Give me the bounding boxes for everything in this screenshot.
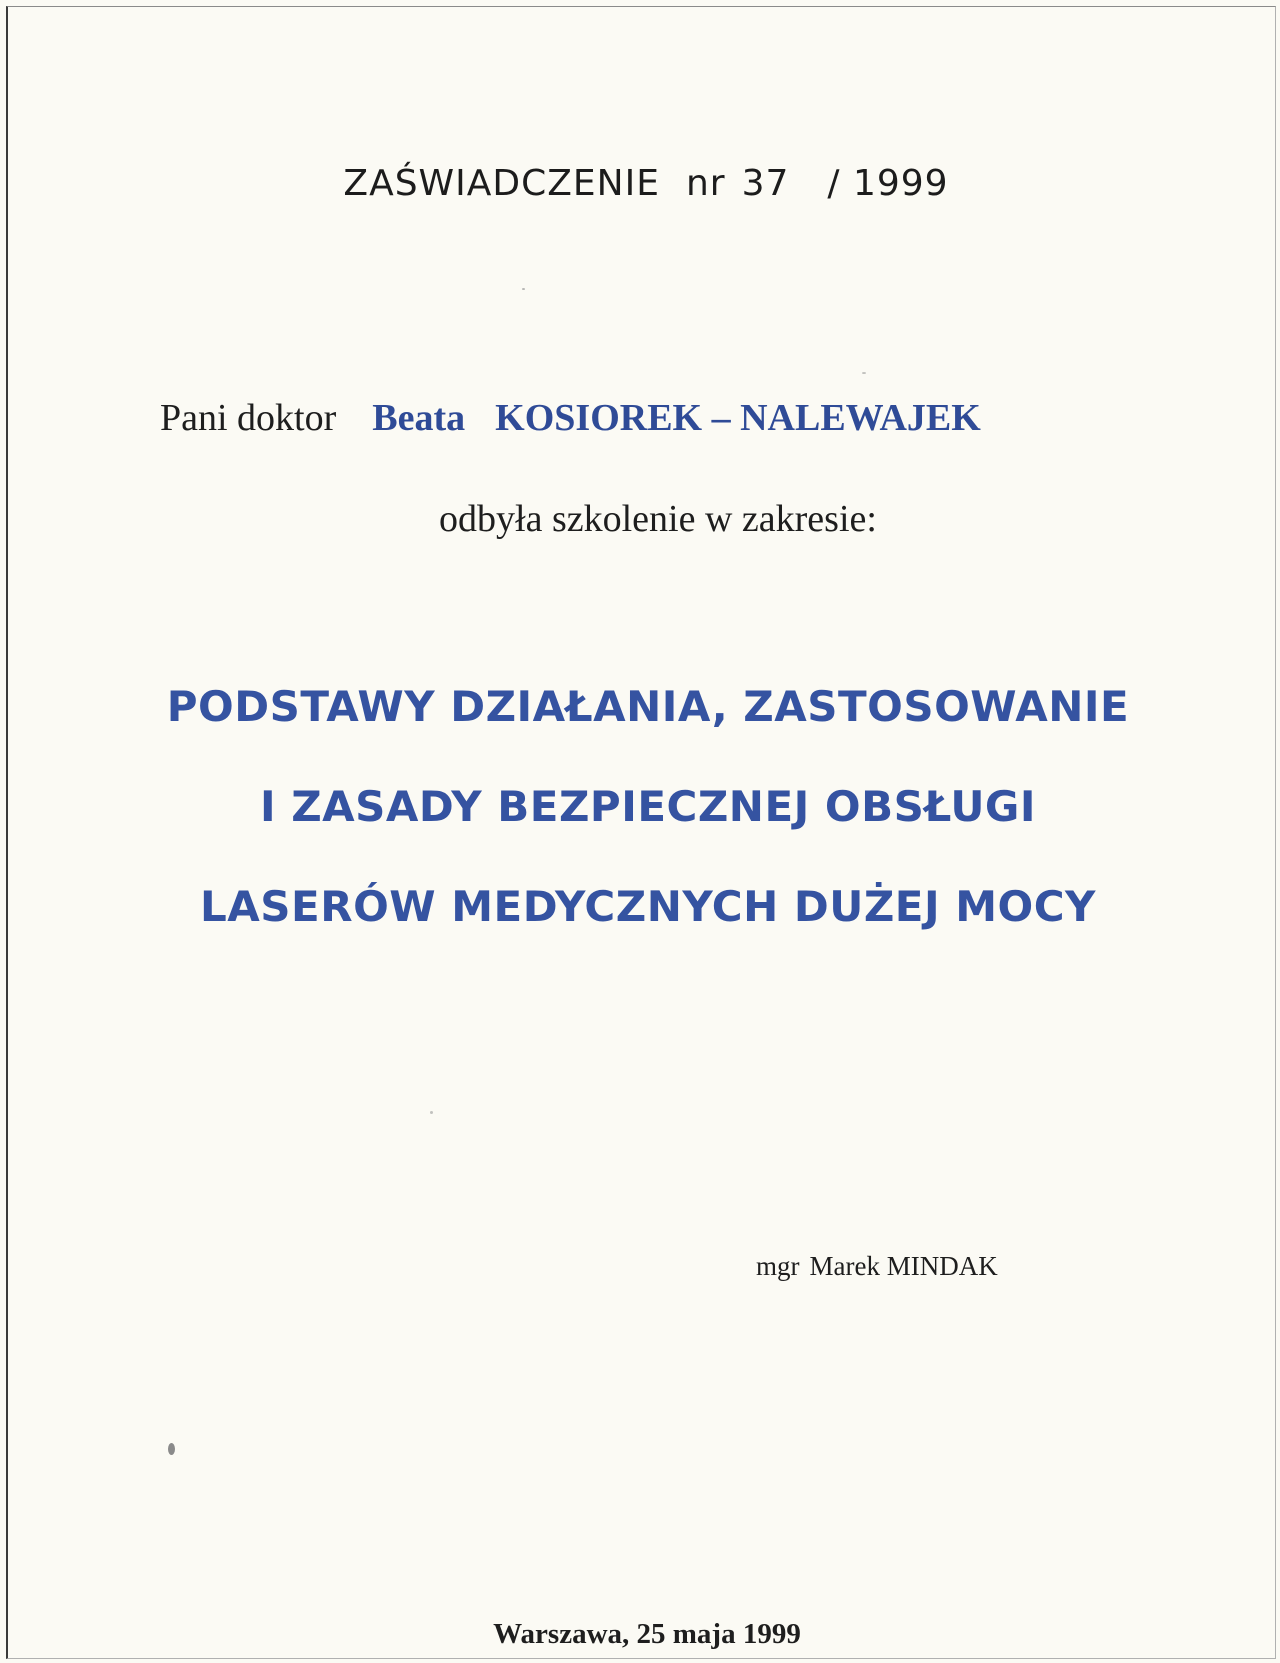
certificate-label: ZAŚWIADCZENIE xyxy=(343,163,660,204)
recipient-line xyxy=(160,396,1280,440)
course-title-line-1: PODSTAWY DZIAŁANIA, ZASTOSOWANIE xyxy=(166,682,1130,731)
recipient-last-name: KOSIOREK – NALEWAJEK xyxy=(495,397,981,439)
recipient-first-name: Beata xyxy=(372,397,466,439)
instructor-title: mgr xyxy=(756,1251,800,1281)
certificate-number: 37 xyxy=(741,163,790,204)
certificate-heading xyxy=(0,163,1280,204)
course-title-line-2: I ZASADY BEZPIECZNEJ OBSŁUGI xyxy=(259,782,1037,831)
recipient-prefix: Pani doktor xyxy=(160,397,337,439)
certificate-year: / 1999 xyxy=(827,163,949,204)
paper-speck xyxy=(168,1443,175,1455)
certificate-nr-label: nr xyxy=(685,163,726,204)
page-border xyxy=(6,6,1276,1659)
place-and-date: Warszawa, 25 maja 1999 xyxy=(493,1618,801,1650)
instructor-name: Marek MINDAK xyxy=(809,1251,998,1281)
course-title-line-3: LASERÓW MEDYCZNYCH DUŻEJ MOCY xyxy=(200,882,1096,931)
paper-speck xyxy=(862,372,866,374)
training-intro: odbyła szkolenie w zakresie: xyxy=(439,498,877,540)
paper-speck xyxy=(430,1111,433,1114)
paper-speck xyxy=(522,288,525,290)
instructor-line xyxy=(756,1251,998,1282)
